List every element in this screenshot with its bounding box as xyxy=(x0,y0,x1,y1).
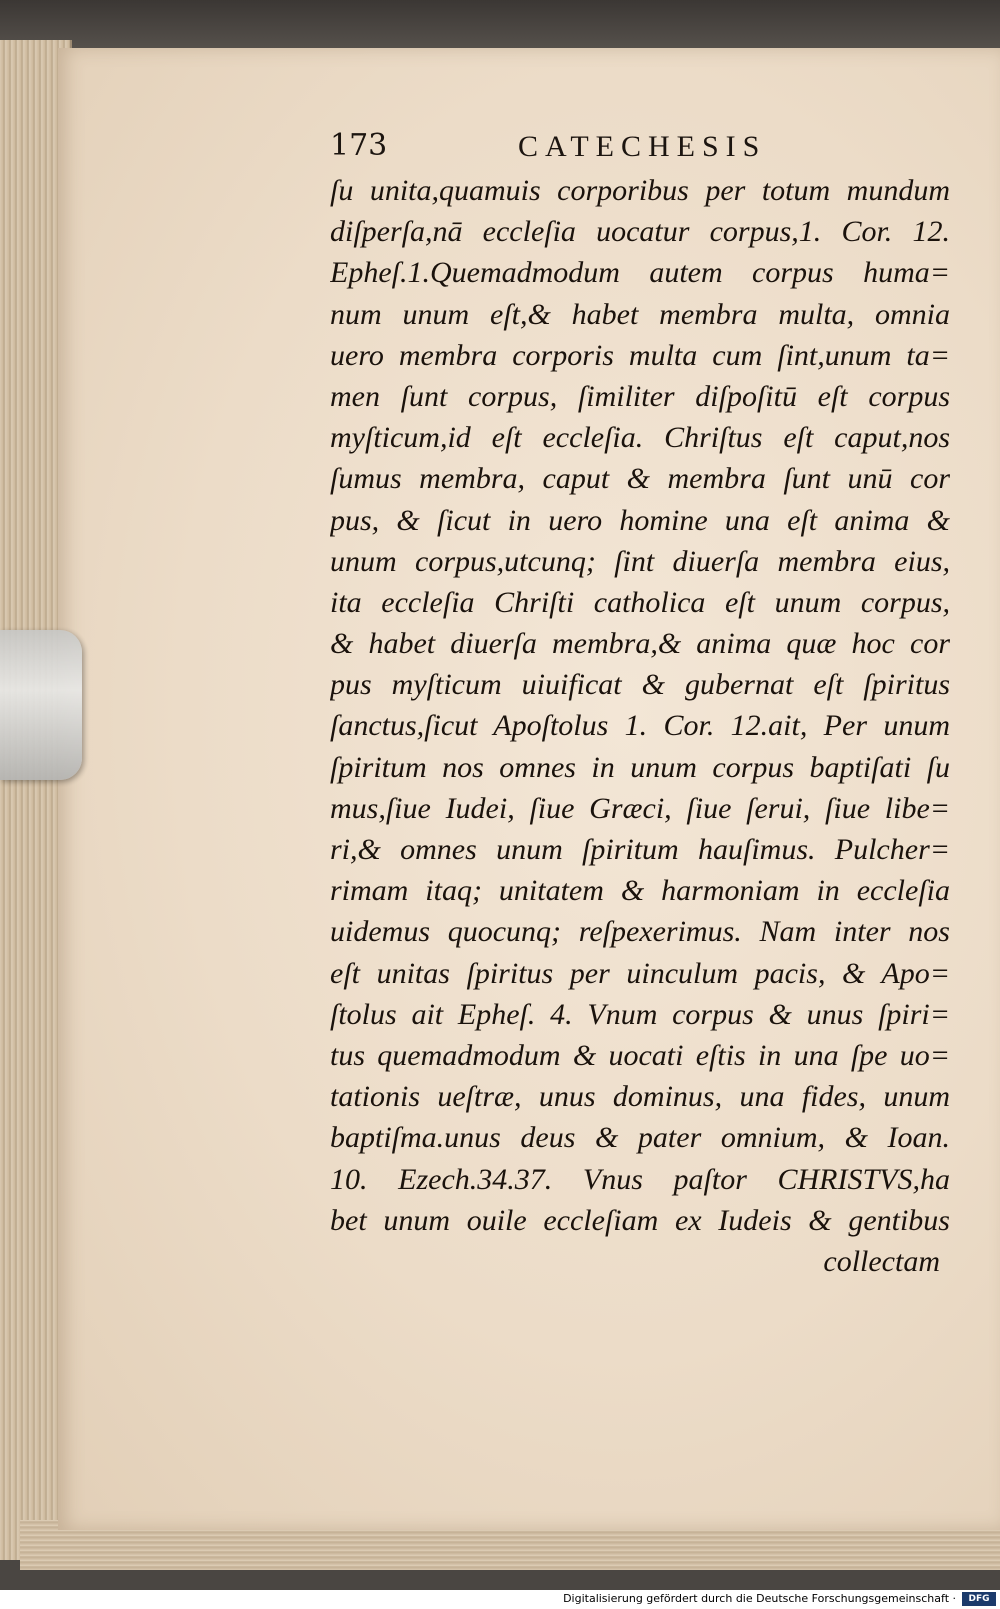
text-line: rimam itaq; unitatem & harmoniam in eccleſia xyxy=(330,874,950,908)
text-line: myſticum,id eſt eccleſia. Chriſtus eſt caput,nos xyxy=(330,421,950,455)
text-line: ſtolus ait Epheſ. 4. Vnum corpus & unus ſpiri= xyxy=(330,997,950,1031)
text-line: bet unum ouile eccleſiam ex Iudeis & gentibus xyxy=(330,1203,950,1237)
text-line: ſpiritum nos omnes in unum corpus baptiſati ſu xyxy=(330,750,950,784)
catchword: collectam xyxy=(823,1244,940,1278)
text-line: ſanctus,ſicut Apoſtolus 1. Cor. 12.ait, Per unum xyxy=(330,709,950,743)
text-line: & habet diuerſa membra,& anima quæ hoc cor xyxy=(330,627,950,661)
text-line: men ſunt corpus, ſimiliter diſpoſitū eſt corpus xyxy=(330,379,950,413)
text-line: ri,& omnes unum ſpiritum hauſimus. Pulcher= xyxy=(330,833,950,866)
binding-shadow xyxy=(0,0,1000,48)
page-header xyxy=(330,128,800,172)
text-line: eſt unitas ſpiritus per uinculum pacis, & Apo= xyxy=(330,956,950,990)
text-line: ſu unita,quamuis corporibus per totum mundum xyxy=(330,174,950,207)
text-line: diſperſa,nā eccleſia uocatur corpus,1. Cor. 12. xyxy=(330,215,950,249)
text-line: num unum eſt,& habet membra multa, omnia xyxy=(330,297,950,331)
footer-bar xyxy=(0,1590,1000,1609)
text-block xyxy=(330,170,950,1282)
text-line: baptiſma.unus deus & pater omnium, & Ioan. xyxy=(330,1121,950,1155)
text-line: uero membra corporis multa cum ſint,unum ta= xyxy=(330,338,950,372)
page-number: 173 xyxy=(330,128,388,163)
text-line: mus,ſiue Iudei, ſiue Græci, ſiue ſerui, ſiue libe= xyxy=(330,791,950,825)
text-line: ita eccleſia Chriſti catholica eſt unum corpus, xyxy=(330,585,950,619)
text-line: 10. Ezech.34.37. Vnus paſtor CHRISTVS,ha xyxy=(330,1162,950,1196)
text-line: tus quemadmodum & uocati eſtis in una ſpe uo= xyxy=(330,1038,950,1072)
text-line: ſumus membra, caput & membra ſunt unū cor xyxy=(330,462,950,496)
text-line: unum corpus,utcunq; ſint diuerſa membra eius, xyxy=(330,544,950,578)
text-line: Epheſ.1.Quemadmodum autem corpus huma= xyxy=(330,256,950,290)
page-clip xyxy=(0,630,82,780)
text-line: tationis ueſtræ, unus dominus, una fides, unum xyxy=(330,1080,950,1114)
running-head: CATECHESIS xyxy=(518,130,767,163)
text-line: uidemus quocunq; reſpexerimus. Nam inter nos xyxy=(330,915,950,949)
text-line: pus, & ſicut in uero homine una eſt anima & xyxy=(330,503,950,537)
text-line: pus myſticum uiuificat & gubernat eſt ſpiritus xyxy=(330,668,950,702)
footer-credit: Digitalisierung gefördert durch die Deutsche Forschungsgemeinschaft · xyxy=(563,1592,956,1605)
dfg-logo: DFG xyxy=(962,1592,996,1606)
